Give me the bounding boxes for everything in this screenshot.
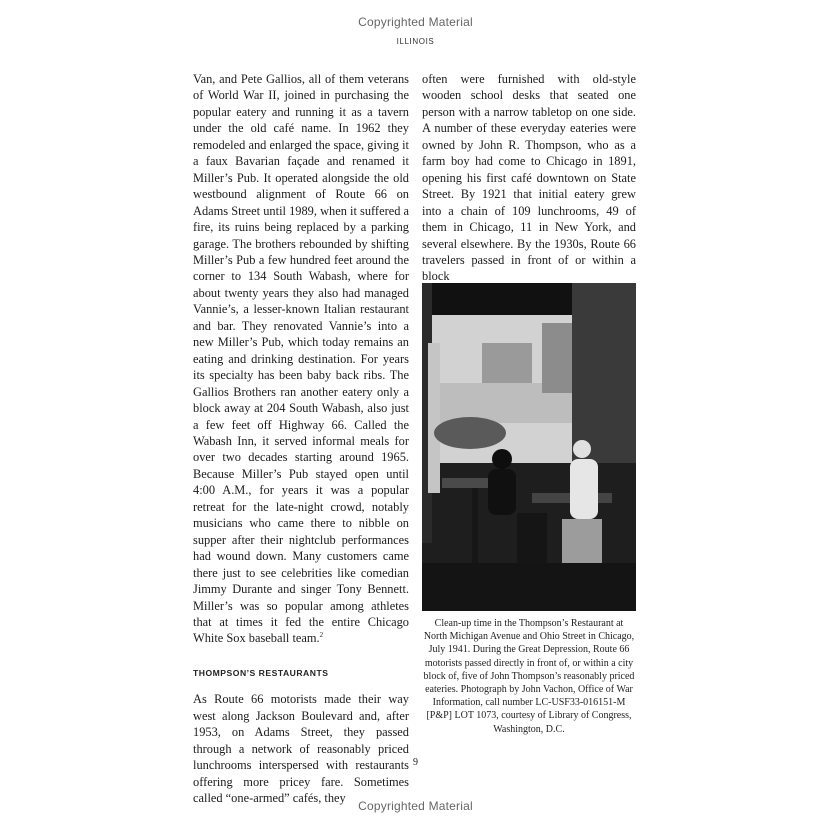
photo-caption: Clean-up time in the Thompson’s Restaurant at North Michigan Avenue and Ohio Street in Chicago, July 1941. During the Great Depression, Route 66 motorists passed directly in front of, or within a city block of, five of John Thompson’s reasonably priced eateries. Photograph by John Vachon, Office of War Information, call number LC-USF33-016151-M [P&P] LOT 1073, courtesy of Library of Congress, Washington, D.C. — [423, 618, 635, 735]
copyright-watermark-top: Copyrighted Material — [358, 15, 473, 29]
paragraph-text: Van, and Pete Gallios, all of them veterans of World War II, joined in purchasing the popular eatery and running it as a tavern under the old café name. In 1962 they remodeled and enlarged the space, giving it a faux Bavarian façade and renamed it Miller’s Pub. It operated alongside the old westbound alignment of Route 66 on Adams Street until 1989, when it suffered a fire, its ruins being replaced by a parking garage. The brothers rebounded by shifting Miller’s Pub a few hundred feet around the corner to 134 South Wabash, where for about twenty years they also had managed Vannie’s, a lesser-known Italian restaurant and bar. They renovated Vannie’s into a new Miller’s Pub, which today remains an eating and drinking destination. For years its specialty has been baby back ribs. The Gallios Brothers ran another eatery only a block away at 204 South Wabash, also just a few feet off Highway 66. Called the Wabash Inn, it served informal meals for over two decades starting around 1965. Because Miller’s Pub stayed open until 4:00 A.M., for years it was a popular retreat for the late-night crowd, notably musicians who came there to nibble on supper after their nightclub performances had wound down. Many customers came there just to see celebrities like comedian Jimmy Durante and singer Tony Bennett. Miller’s was so popular among athletes that at times it fed the entire Chicago White Sox baseball team. — [193, 72, 409, 646]
footnote-reference[interactable]: 2 — [319, 631, 324, 640]
running-head: ILLINOIS — [396, 37, 435, 46]
body-paragraph — [193, 71, 409, 647]
left-column — [193, 71, 409, 806]
page-number: 9 — [413, 757, 418, 768]
copyright-watermark-bottom: Copyrighted Material — [358, 799, 473, 813]
body-paragraph: often were furnished with old-style wooden school desks that seated one person with a narrow tabletop on one side. A number of these everyday eateries were owned by John R. Thompson, who as a farm boy had come to Chicago in 1891, opening his first café downtown on State Street. By 1921 that initial eatery grew into a chain of 109 lunchrooms, 49 of them in Chicago, 11 in New York, and several elsewhere. By the 1930s, Route 66 travelers passed in front of or within a block — [422, 72, 636, 284]
photograph — [422, 283, 636, 611]
photograph-diner-interior-icon — [422, 283, 636, 611]
body-paragraph: As Route 66 motorists made their way west along Jackson Boulevard and, after 1953, on Adams Street, they passed through a network of reasonably priced lunchrooms interspersed with restaurants offering more pricey fare. Sometimes called “one-armed” cafés, they — [193, 692, 409, 806]
section-heading: THOMPSON’S RESTAURANTS — [193, 667, 329, 678]
right-column — [422, 71, 636, 285]
